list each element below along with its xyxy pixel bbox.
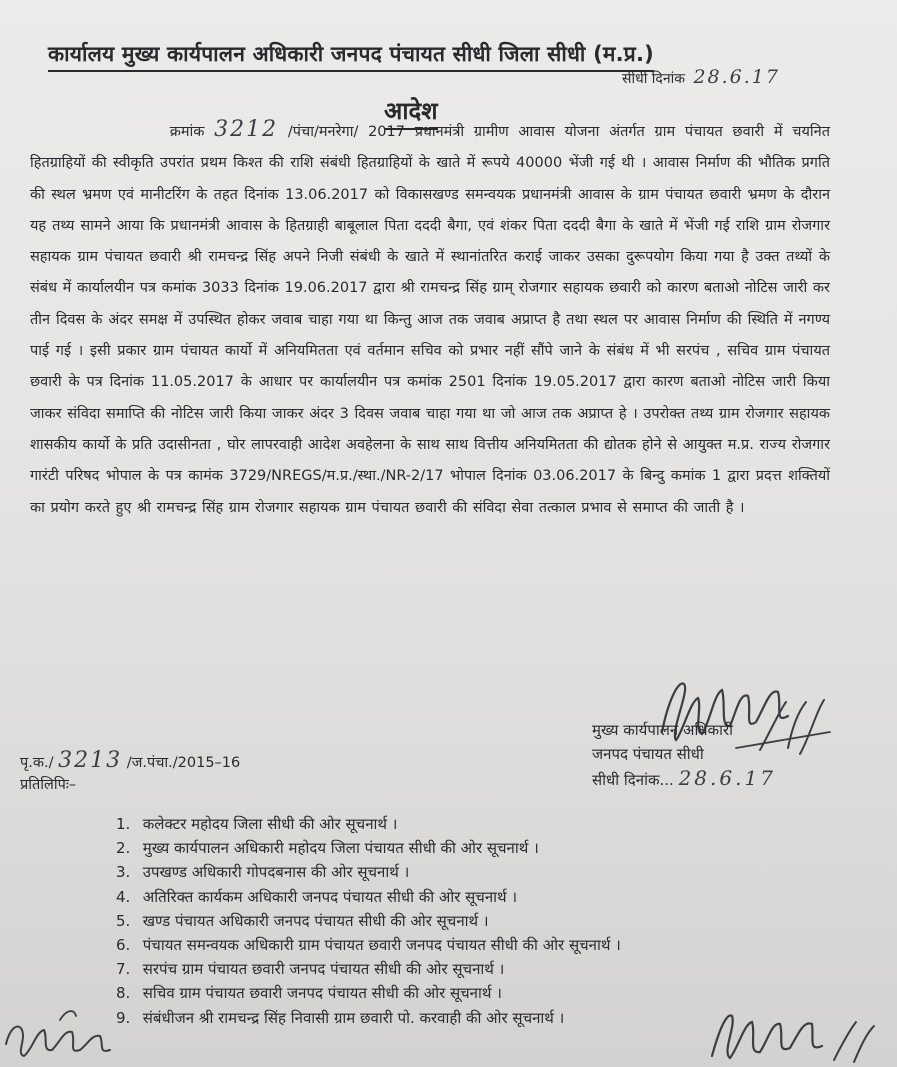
list-item: 5. खण्ड पंचायत अधिकारी जनपद पंचायत सीधी की ओर सूचनार्थ । [116,911,489,930]
list-item: 1. कलेक्टर महोदय जिला सीधी की ओर सूचनार्थ । [116,815,398,833]
order-heading: आदेश [384,94,438,130]
order-ref-suffix: /पंचा/मनरेगा/ [287,124,359,140]
header-date-value: 28.6.17 [693,66,780,88]
order-ref-prefix: क्रमांक [169,124,205,140]
signatory-designation: मुख्य कार्यपालन अधिकारी [592,721,733,739]
order-paragraph: 2017 प्रधानमंत्री ग्रामीण आवास योजना अंतर्गत ग्राम पंचायत छवारी में चयनित हितग्राहियों की स्वीकृति उपरांत प्रथम किश्त की राशि संबंधी हितग्राहियों के खाते में रूपये 40000 भेंजी गई थी । आवास निर्माण की भौतिक प्रगति की स्थल भ्रमण एवं मानीटरिंग के तहत दिनांक 13.06.2017 को विकासखण्ड समन्वयक प्रधानमंत्री आवास के ग्राम पंचायत छवारी भ्रमण के दौरान यह तथ्य सामने आया कि प्रधानमंत्री आवास के हितग्राही बाबूलाल पिता दददी बैगा, एवं शंकर पिता दददी बैगा के खाते में भेंजी गई राशि ग्राम रोजगार सहायक ग्राम पंचायत छवारी श्री रामचन्द्र सिंह अपने निजी संबंधी के खाते में स्थानांतरित कराई जाकर उसका दुरूपयोग किया गया है उक्त तथ्यों के संबंध में कार्यालयीन पत्र कमांक 3033 दिनांक 19.06.2017 द्वारा श्री रामचन्द्र सिंह ग्राम् रोजगार सहायक छवारी को कारण बताओ नोटिस जारी कर तीन दिवस के अंदर समक्ष में उपस्थित होकर जवाब चाहा गया था किन्तु आज तक जवाब अप्राप्त है तथा स्थल पर आवास निर्माण की स्थिति में नगण्य पाई गई । इसी प्रकार ग्राम पंचायत कार्यो में अनियमितता एवं वर्तमान सचिव को प्रभार नहीं सौंपे जाने के संबंध में भी सरपंच , सचिव ग्राम पंचायत छवारी के पत्र दिनांक 11.05.2017 के आधार पर कार्यालयीन पत्र कमांक 2501 दिनांक 19.05.2017 द्वारा कारण बताओ नोटिस जारी किया जाकर संविदा समाप्ति की नोटिस जारी किया जाकर अंदर 3 दिवस जवाब चाहा गया था जो आज तक अप्राप्त हे । उपरोक्त तथ्य ग्राम रोजगार सहायक शासकीय कार्यो के प्रति उदासीनता , घोर लापरवाही आदेश अवहेलना के साथ साथ वित्तीय अनियमितता की द्योतक होने से आयुक्त म.प्र. राज्य रोजगार गारंटी परिषद भोपाल के पत्र कामंक 3729/NREGS/म.प्र./स्था./NR-2/17 भोपाल दिनांक 03.06.2017 के बिन्दु कमांक 1 द्वारा प्रदत्त शक्तियों का प्रयोग करते हुए श्री रामचन्द्र सिंह ग्राम रोजगार सहायक ग्राम पंचायत छवारी की संविदा सेवा तत्काल प्रभाव से समाप्त की जाती है । [30,124,830,516]
list-item: 4. अतिरिक्त कार्यकम अधिकारी जनपद पंचायत सीधी की ओर सूचनार्थ । [116,887,518,906]
endorsement-number: 3213 [58,748,123,773]
handwritten-initials [0,1004,130,1067]
signatory-block [592,718,776,792]
office-header: कार्यालय मुख्य कार्यपालन अधिकारी जनपद पंचायत सीधी जिला सीधी (म.प्र.) [48,40,654,72]
header-date [622,66,780,88]
endorsement-suffix: /ज.पंचा./2015–16 [126,755,241,771]
copy-recipient-list [116,812,621,1030]
list-item: 8. सचिव ग्राम पंचायत छवारी जनपद पंचायत सीधी की ओर सूचनार्थ । [116,984,502,1003]
signatory-date-value: 28.6.17 [678,766,776,790]
signatory-office: जनपद पंचायत सीधी [592,745,704,763]
header-date-label: सीधी दिनांक [622,71,685,87]
order-ref-number: 3212 [214,117,279,142]
signatory-date [592,766,776,792]
signatory-date-label: सीधी दिनांक... [592,771,674,789]
second-signature [704,1004,884,1064]
list-item: 9. संबंधीजन श्री रामचन्द्र सिंह निवासी ग्राम छवारी पो. करवाही की ओर सूचनार्थ । [116,1008,565,1027]
list-item: 3. उपखण्ड अधिकारी गोपदबनास की ओर सूचनार्थ । [116,863,410,882]
order-body [30,114,830,524]
list-item: 7. सरपंच ग्राम पंचायत छवारी जनपद पंचायत सीधी की ओर सूचनार्थ । [116,960,505,979]
endorsement-reference [20,748,240,773]
endorsement-prefix: पृ.क./ [20,755,54,771]
list-item: 2. मुख्य कार्यपालन अधिकारी महोदय जिला पंचायत सीधी की ओर सूचनार्थ । [116,839,539,858]
copy-to-label: प्रतिलिपिः– [20,777,77,793]
list-item: 6. पंचायत समन्वयक अधिकारी ग्राम पंचायत छवारी जनपद पंचायत सीधी की ओर सूचनार्थ । [116,936,621,955]
